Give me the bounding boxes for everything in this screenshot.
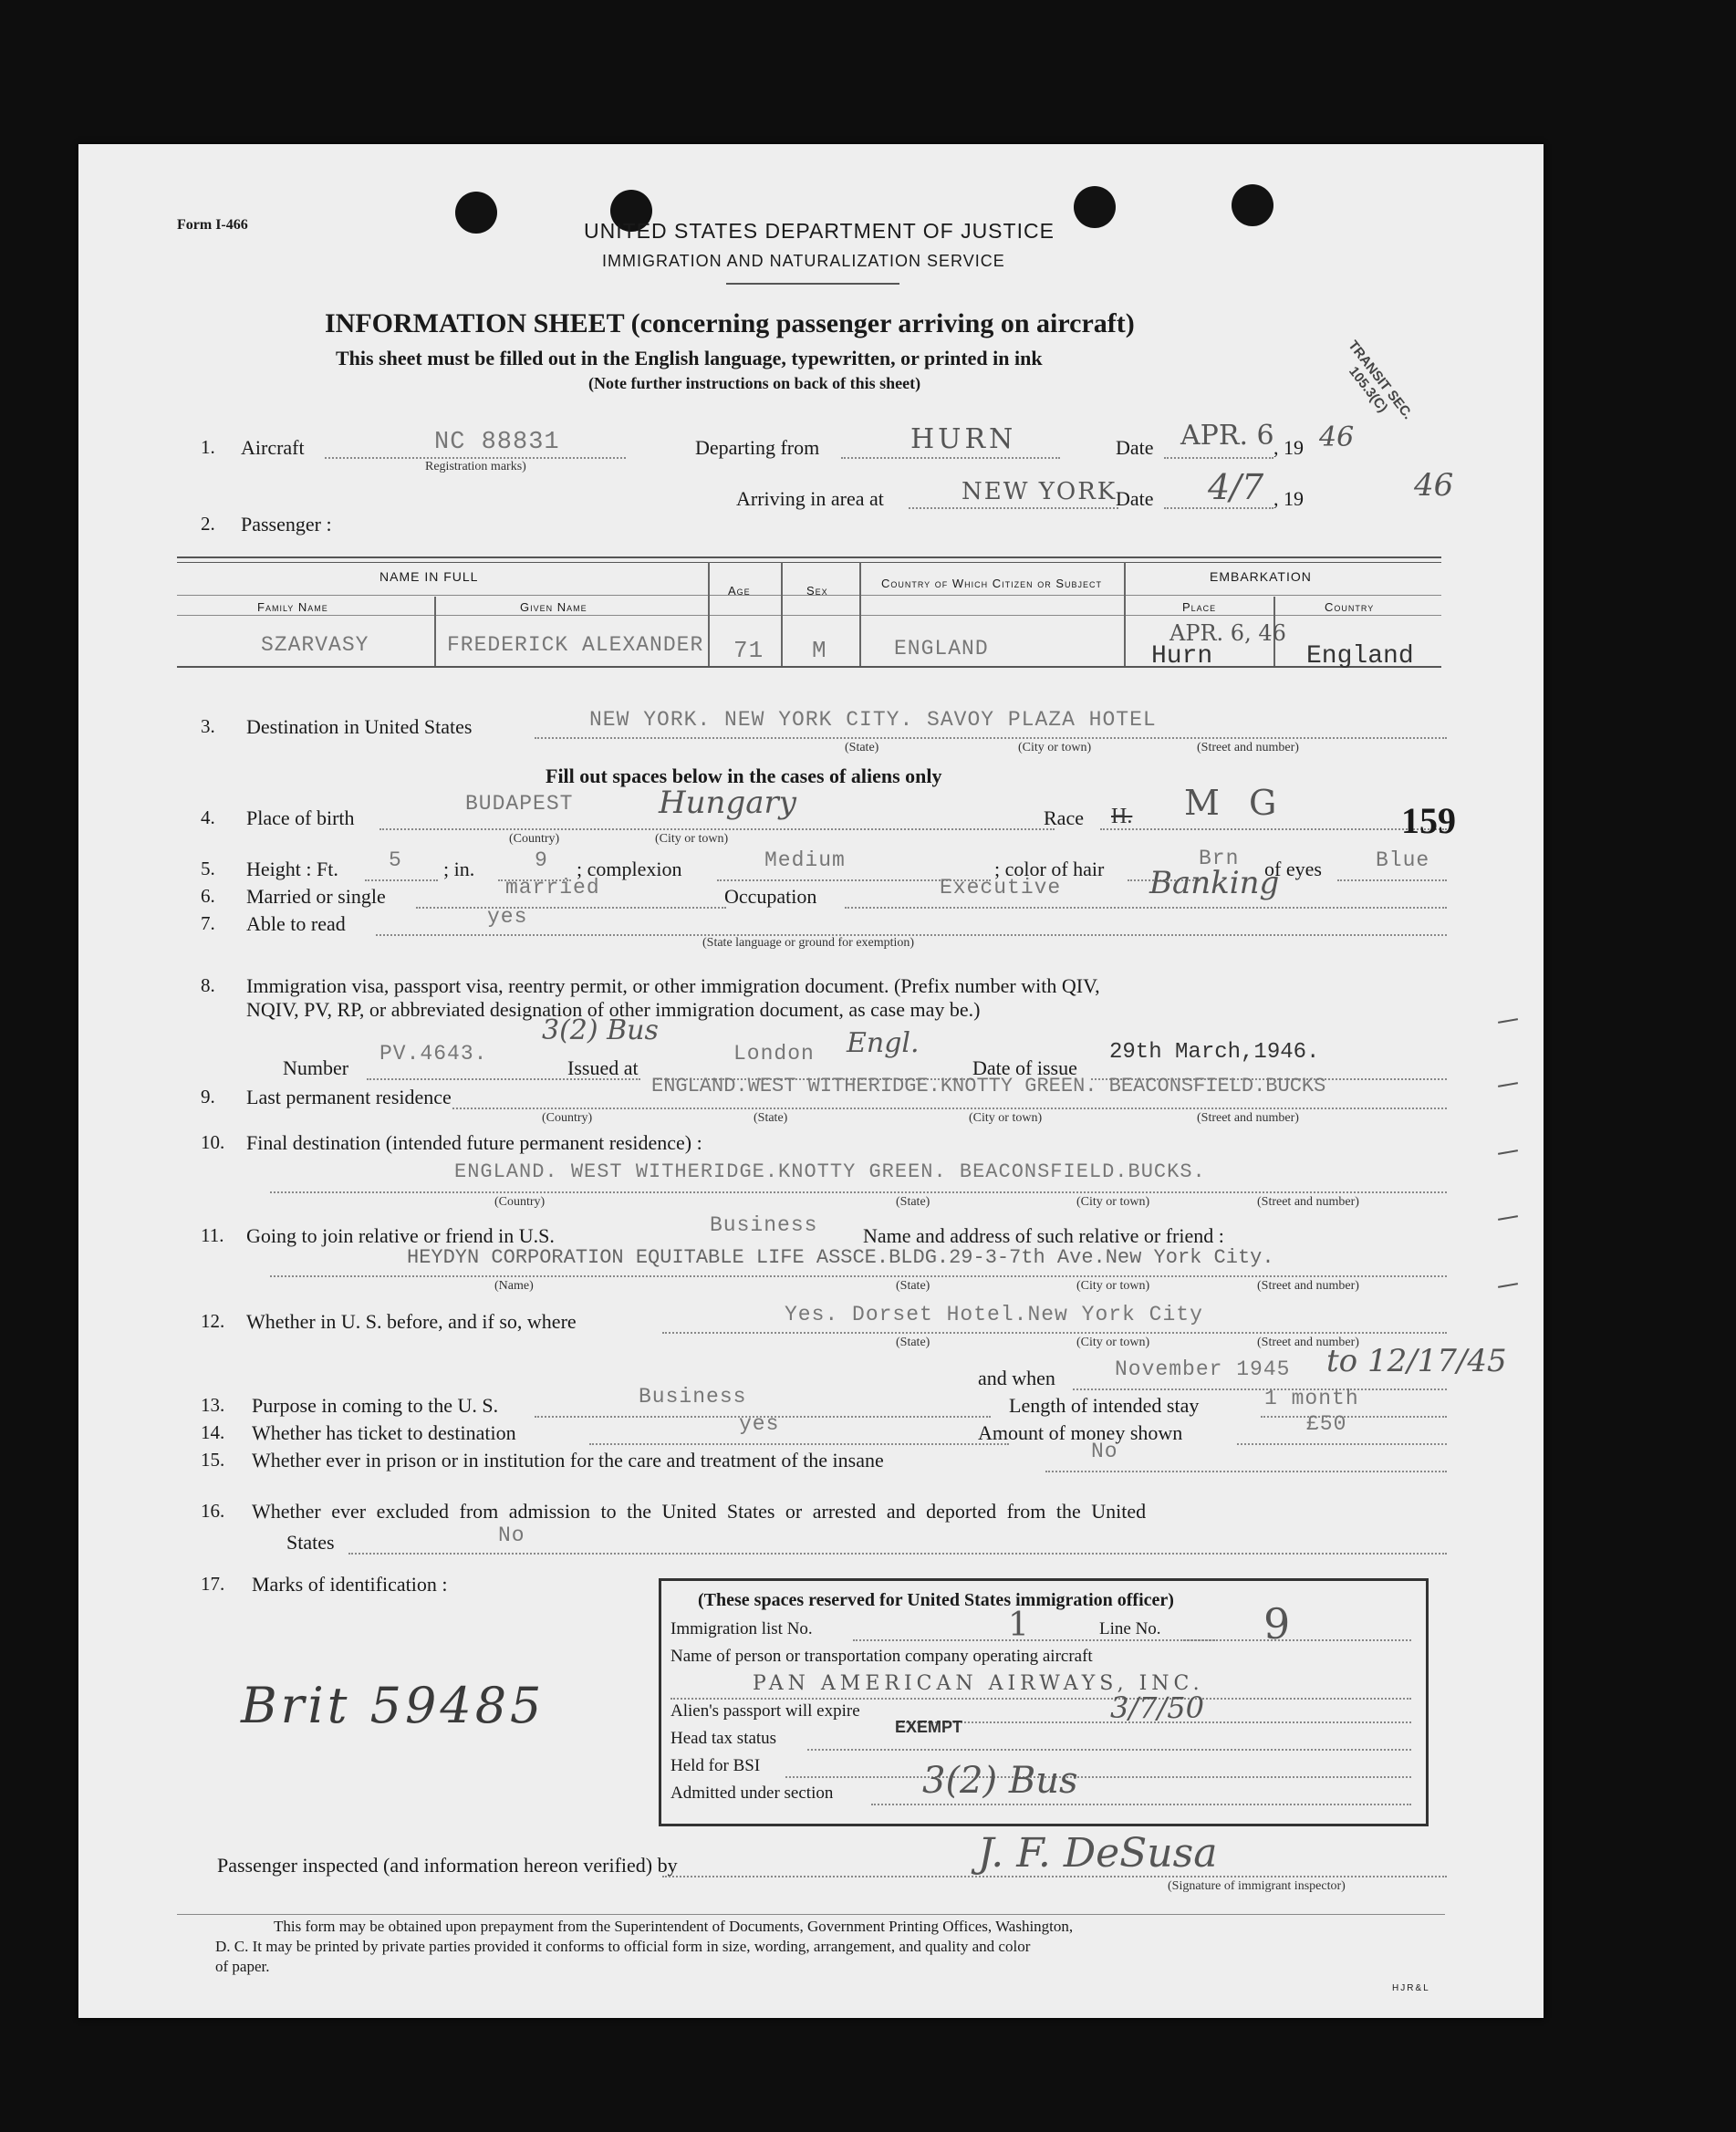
form-sheet bbox=[78, 144, 1544, 2018]
given-name-header: Given Name bbox=[520, 600, 587, 614]
complexion-label: ; complexion bbox=[577, 858, 682, 880]
aircraft-label: Aircraft bbox=[241, 436, 305, 459]
occupation-label: Occupation bbox=[724, 885, 817, 908]
caption-state: (State) bbox=[896, 1195, 930, 1209]
passport-expire-field[interactable]: 3/7/50 bbox=[1110, 1690, 1204, 1725]
date-of-issue-label: Date of issue bbox=[972, 1056, 1077, 1079]
officer-box bbox=[659, 1578, 1429, 1826]
line-no-field[interactable]: 9 bbox=[1263, 1599, 1291, 1648]
join-relative-label: Going to join relative or friend in U.S. bbox=[246, 1224, 555, 1247]
caption-city: (City or town) bbox=[969, 1111, 1043, 1125]
item-number: 8. bbox=[201, 974, 215, 996]
caption-street: (Street and number) bbox=[1257, 1336, 1359, 1349]
identification-marks-field[interactable]: Brit 59485 bbox=[241, 1677, 546, 1734]
item-number: 10. bbox=[201, 1131, 225, 1153]
item-number: 7. bbox=[201, 912, 215, 934]
purpose-field[interactable]: Business bbox=[639, 1385, 747, 1409]
item-number: 9. bbox=[201, 1086, 215, 1108]
embarkation-header: EMBARKATION bbox=[1210, 569, 1312, 584]
departing-label: Departing from bbox=[695, 436, 820, 459]
place-of-birth-label: Place of birth bbox=[246, 806, 355, 829]
passenger-label: Passenger : bbox=[241, 513, 332, 536]
destination-label: Destination in United States bbox=[246, 715, 473, 738]
footer-line1: This form may be obtained upon prepayment from the Superintendent of Documents, Government Printing Offices, Washington, bbox=[274, 1918, 1074, 1935]
transit-stamp: TRANSIT SEC. 105.3(C) bbox=[1345, 338, 1416, 422]
occupation-handwritten[interactable]: Banking bbox=[1149, 865, 1280, 901]
caption-city: (City or town) bbox=[1076, 1279, 1150, 1293]
embark-country-header: Country bbox=[1325, 600, 1375, 614]
money-shown-field[interactable]: £50 bbox=[1306, 1412, 1347, 1436]
birthplace-city-field[interactable]: BUDAPEST bbox=[465, 792, 574, 816]
footer-divider bbox=[177, 1914, 1445, 1915]
punch-hole bbox=[455, 192, 497, 234]
caption-country: (Country) bbox=[509, 832, 560, 846]
country-citizen-header: Country of Which Citizen or Subject bbox=[880, 577, 1103, 590]
page-subtitle: This sheet must be filled out in the English language, typewritten, or printed in ink bbox=[336, 347, 1043, 369]
company-field[interactable]: PAN AMERICAN AIRWAYS, INC. bbox=[753, 1672, 1204, 1695]
prison-field[interactable]: No bbox=[1091, 1440, 1118, 1463]
admitted-section-label: Admitted under section bbox=[670, 1784, 834, 1803]
destination-field[interactable]: NEW YORK. NEW YORK CITY. SAVOY PLAZA HOTEL bbox=[589, 708, 1157, 732]
year-prefix-2: , 19 bbox=[1273, 487, 1304, 510]
margin-mark bbox=[1498, 1018, 1518, 1024]
relative-name-address-label: Name and address of such relative or friend : bbox=[863, 1224, 1224, 1247]
height-inches-field[interactable]: 9 bbox=[535, 848, 548, 872]
when-handwritten[interactable]: to 12/17/45 bbox=[1326, 1343, 1507, 1379]
embark-date-cell[interactable]: APR. 6, 46 bbox=[1169, 620, 1286, 646]
excluded-text-line2: States bbox=[286, 1531, 335, 1554]
join-relative-field[interactable]: Business bbox=[710, 1213, 818, 1237]
marital-status-label: Married or single bbox=[246, 885, 386, 908]
item-number: 13. bbox=[201, 1394, 225, 1416]
header-divider bbox=[726, 283, 899, 285]
item-number: 11. bbox=[201, 1224, 224, 1246]
document-number-label: Number bbox=[283, 1056, 349, 1079]
length-of-stay-field[interactable]: 1 month bbox=[1264, 1387, 1359, 1410]
admitted-section-field[interactable]: 3(2) Bus bbox=[922, 1760, 1078, 1802]
item-number: 6. bbox=[201, 885, 215, 907]
caption-state: (State) bbox=[896, 1279, 930, 1293]
caption-street: (Street and number) bbox=[1197, 1111, 1299, 1125]
item-number: 5. bbox=[201, 858, 215, 879]
race-label: Race bbox=[1044, 806, 1084, 829]
item-number: 3. bbox=[201, 715, 215, 737]
last-residence-label: Last permanent residence bbox=[246, 1086, 452, 1108]
document-number-handwritten[interactable]: 3(2) Bus bbox=[542, 1014, 659, 1046]
able-to-read-field[interactable]: yes bbox=[487, 905, 528, 929]
arriving-label: Arriving in area at bbox=[736, 487, 884, 510]
race-struck: H. bbox=[1111, 805, 1133, 828]
length-of-stay-label: Length of intended stay bbox=[1009, 1394, 1200, 1417]
caption-city: (City or town) bbox=[1076, 1195, 1150, 1209]
occupation-field[interactable]: Executive bbox=[940, 876, 1062, 900]
able-to-read-label: Able to read bbox=[246, 912, 346, 935]
footer-line2: D. C. It may be printed by private parties provided it conforms to official form in size, wording, arrangement, and quality and color bbox=[215, 1938, 1031, 1955]
head-tax-field[interactable]: EXEMPT bbox=[895, 1718, 963, 1736]
passport-expire-label: Alien's passport will expire bbox=[670, 1701, 860, 1721]
age-header: Age bbox=[728, 584, 751, 598]
head-tax-label: Head tax status bbox=[670, 1729, 777, 1748]
excluded-text-line1: Whether ever excluded from admission to the United States or arrested and deported from the United bbox=[252, 1500, 1147, 1523]
item-number: 14. bbox=[201, 1421, 225, 1443]
department-title: UNITED STATES DEPARTMENT OF JUSTICE bbox=[584, 219, 1055, 243]
document-number-field[interactable]: PV.4643. bbox=[379, 1042, 488, 1066]
date-label: Date bbox=[1116, 436, 1154, 459]
ticket-label: Whether has ticket to destination bbox=[252, 1421, 516, 1444]
last-residence-field[interactable]: ENGLAND.WEST WITHERIDGE.KNOTTY GREEN. BEACONSFIELD.BUCKS bbox=[651, 1075, 1326, 1097]
margin-mark bbox=[1498, 1283, 1518, 1288]
arrival-date-field[interactable]: 4/7 bbox=[1208, 467, 1264, 507]
issued-at-handwritten[interactable]: Engl. bbox=[847, 1027, 920, 1059]
visa-text-line2: NQIV, PV, RP, or abbreviated designation of other immigration document, as case may be.) bbox=[246, 998, 981, 1021]
money-shown-label: Amount of money shown bbox=[978, 1421, 1183, 1444]
sex-cell[interactable]: M bbox=[812, 637, 827, 664]
caption-street: (Street and number) bbox=[1197, 741, 1299, 754]
caption-street: (Street and number) bbox=[1257, 1195, 1359, 1209]
caption-city: (City or town) bbox=[1076, 1336, 1150, 1349]
arrival-year-field[interactable]: 46 bbox=[1414, 467, 1454, 504]
departure-year-field[interactable]: 46 bbox=[1319, 421, 1355, 453]
inspected-by-label: Passenger inspected (and information hereon verified) by bbox=[217, 1854, 678, 1877]
final-destination-field[interactable]: ENGLAND. WEST WITHERIDGE.KNOTTY GREEN. BEACONSFIELD.BUCKS. bbox=[454, 1160, 1206, 1183]
instructions-note: (Note further instructions on back of this sheet) bbox=[588, 374, 921, 392]
issued-at-label: Issued at bbox=[567, 1056, 639, 1079]
purpose-label: Purpose in coming to the U. S. bbox=[252, 1394, 499, 1417]
immigration-list-label: Immigration list No. bbox=[670, 1619, 813, 1638]
printer-mark: HJR&L bbox=[1392, 1983, 1430, 1993]
identification-marks-label: Marks of identification : bbox=[252, 1573, 448, 1596]
arriving-field[interactable]: NEW YORK bbox=[962, 478, 1117, 505]
eyes-label: of eyes bbox=[1264, 858, 1322, 880]
page-title: INFORMATION SHEET (concerning passenger arriving on aircraft) bbox=[325, 308, 1135, 338]
departure-date-field[interactable]: APR. 6 bbox=[1180, 420, 1274, 452]
ticket-field[interactable]: yes bbox=[739, 1412, 780, 1436]
height-feet-field[interactable]: 5 bbox=[389, 848, 402, 872]
when-field[interactable]: November 1945 bbox=[1115, 1357, 1291, 1381]
race-field[interactable]: M G bbox=[1184, 783, 1286, 823]
date-label-2: Date bbox=[1116, 487, 1154, 510]
previous-visit-label: Whether in U. S. before, and if so, where bbox=[246, 1310, 577, 1333]
height-label: Height : Ft. bbox=[246, 858, 338, 880]
relative-name-address-field[interactable]: HEYDYN CORPORATION EQUITABLE LIFE ASSCE.BLDG.29-3-7th Ave.New York City. bbox=[407, 1246, 1274, 1269]
held-for-bsi-label: Held for BSI bbox=[670, 1756, 761, 1775]
embark-place-cell[interactable]: Hurn bbox=[1151, 642, 1213, 671]
prison-label: Whether ever in prison or in institution for the care and treatment of the insane bbox=[252, 1449, 884, 1472]
place-header: Place bbox=[1182, 600, 1217, 614]
caption-state: (State) bbox=[845, 741, 879, 754]
item-number: 4. bbox=[201, 806, 215, 828]
birthplace-country-field[interactable]: Hungary bbox=[659, 785, 796, 821]
caption-street: (Street and number) bbox=[1257, 1279, 1359, 1293]
item-number: 15. bbox=[201, 1449, 225, 1471]
given-name-cell[interactable]: FREDERICK ALEXANDER bbox=[447, 633, 704, 657]
service-title: IMMIGRATION AND NATURALIZATION SERVICE bbox=[602, 252, 1005, 270]
family-name-cell[interactable]: SZARVASY bbox=[261, 633, 369, 657]
footer-line3: of paper. bbox=[215, 1958, 270, 1975]
item-number: 12. bbox=[201, 1310, 225, 1332]
immigration-list-field[interactable]: 1 bbox=[1008, 1607, 1029, 1644]
caption-language: (State language or ground for exemption) bbox=[702, 936, 915, 950]
final-destination-label: Final destination (intended future permanent residence) : bbox=[246, 1131, 702, 1154]
caption-state: (State) bbox=[896, 1336, 930, 1349]
caption-name: (Name) bbox=[494, 1279, 534, 1293]
departing-field[interactable]: HURN bbox=[910, 423, 1017, 455]
family-name-header: Family Name bbox=[257, 600, 328, 614]
margin-mark bbox=[1498, 1215, 1518, 1221]
country-citizen-cell[interactable]: ENGLAND bbox=[894, 637, 989, 660]
caption-country: (Country) bbox=[542, 1111, 593, 1125]
year-prefix: , 19 bbox=[1273, 436, 1304, 459]
aircraft-field[interactable]: NC 88831 bbox=[434, 429, 560, 456]
caption-city: (City or town) bbox=[655, 832, 729, 846]
caption-city: (City or town) bbox=[1018, 741, 1092, 754]
aliens-heading: Fill out spaces below in the cases of aliens only bbox=[546, 764, 942, 787]
marital-status-field[interactable]: married bbox=[505, 876, 600, 900]
inspector-signature[interactable]: J. F. DeSusa bbox=[978, 1830, 1218, 1877]
item-number: 17. bbox=[201, 1573, 225, 1595]
registration-caption: Registration marks) bbox=[425, 460, 526, 473]
age-cell[interactable]: 71 bbox=[733, 637, 764, 664]
margin-mark bbox=[1498, 1082, 1518, 1087]
complexion-field[interactable]: Medium bbox=[764, 848, 846, 872]
when-label: and when bbox=[978, 1367, 1055, 1389]
issued-at-field[interactable]: London bbox=[733, 1042, 815, 1066]
previous-visit-field[interactable]: Yes. Dorset Hotel.New York City bbox=[785, 1303, 1203, 1326]
line-no-label: Line No. bbox=[1099, 1619, 1161, 1638]
sex-header: Sex bbox=[806, 584, 828, 598]
item-number: 1. bbox=[201, 436, 215, 458]
inches-label: ; in. bbox=[443, 858, 475, 880]
hair-color-field[interactable]: Brn bbox=[1199, 847, 1240, 870]
sheet-number: 159 bbox=[1401, 800, 1456, 841]
punch-hole bbox=[1232, 184, 1273, 226]
excluded-field[interactable]: No bbox=[498, 1524, 525, 1547]
hair-color-label: ; color of hair bbox=[994, 858, 1105, 880]
item-number: 2. bbox=[201, 513, 215, 535]
margin-mark bbox=[1498, 1149, 1518, 1155]
item-number: 16. bbox=[201, 1500, 225, 1522]
date-of-issue-field[interactable]: 29th March,1946. bbox=[1109, 1040, 1320, 1065]
name-in-full-header: NAME IN FULL bbox=[379, 569, 479, 584]
visa-text-line1: Immigration visa, passport visa, reentry permit, or other immigration document. (Prefix number with QIV, bbox=[246, 974, 1100, 997]
form-number: Form I-466 bbox=[177, 217, 248, 233]
caption-country: (Country) bbox=[494, 1195, 546, 1209]
punch-hole bbox=[1074, 186, 1116, 228]
embark-country-cell[interactable]: England bbox=[1306, 642, 1414, 671]
officer-box-heading: (These spaces reserved for United States immigration officer) bbox=[698, 1590, 1174, 1610]
signature-caption: (Signature of immigrant inspector) bbox=[1168, 1879, 1346, 1893]
eye-color-field[interactable]: Blue bbox=[1376, 848, 1430, 872]
caption-state: (State) bbox=[754, 1111, 788, 1125]
company-label: Name of person or transportation company operating aircraft bbox=[670, 1647, 1093, 1666]
